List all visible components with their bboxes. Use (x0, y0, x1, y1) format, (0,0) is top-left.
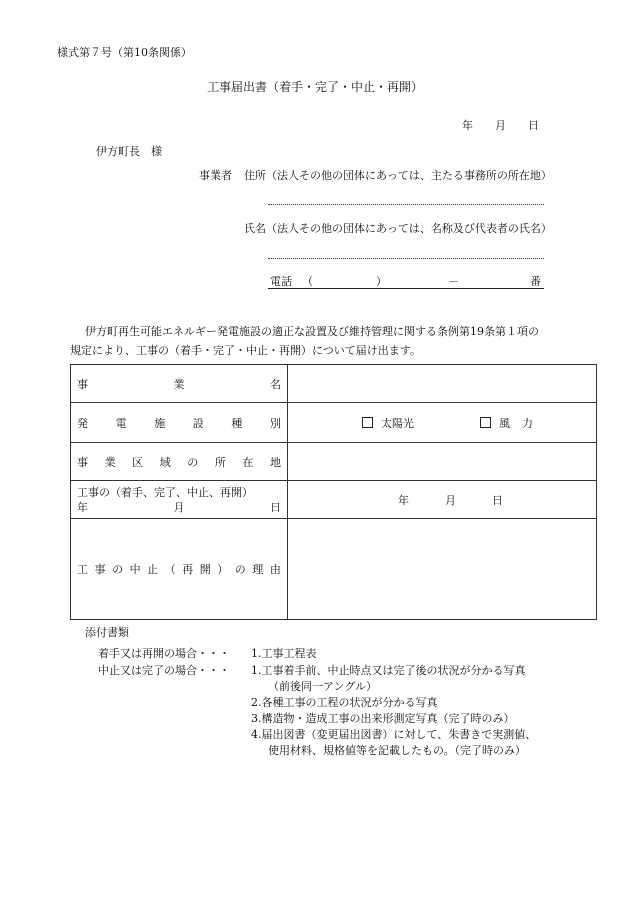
attachment-case-start: 着手又は再開の場合・・・ (98, 647, 230, 660)
row-suspension-reason (71, 519, 597, 620)
intro-line-1: 伊方町再生可能エネルギー発電施設の適正な設置及び維持管理に関する条例第19条第１項の (85, 325, 539, 338)
phone-underline (268, 288, 544, 289)
value-project-name[interactable] (288, 365, 597, 403)
value-facility-type (288, 403, 597, 443)
applicant-role: 事業者 (199, 169, 232, 182)
attachment-item-continued: 使用材料、規格値等を記載したもの。（完了時のみ） (268, 744, 527, 757)
label-project-name: 事 業 名 (71, 365, 288, 403)
option-wind[interactable]: 風 力 (480, 415, 533, 431)
recipient: 伊方町長 様 (96, 145, 162, 158)
attachment-case-complete: 中止又は完了の場合・・・ (98, 664, 230, 677)
intro-line-2: 規定により、工事の（着手・完了・中止・再開）について届け出ます。 (70, 344, 421, 357)
option-solar[interactable]: 太陽光 (362, 415, 414, 431)
phone-close: ） (376, 275, 387, 288)
attachment-item-continued: （前後同一アングル） (268, 680, 378, 693)
attachment-item: 4.届出図書（変更届出図書）に対して、朱書きで実測値、 (251, 728, 537, 741)
wind-checkbox[interactable] (480, 417, 491, 428)
solar-checkbox[interactable] (362, 417, 373, 428)
label-project-location: 事 業 区 域 の 所 在 地 (71, 443, 288, 481)
name-line (268, 258, 544, 259)
value-work-date[interactable]: 年 月 日 (288, 481, 597, 519)
value-project-location[interactable] (288, 443, 597, 481)
phone-open: （ (302, 275, 313, 288)
value-suspension-reason[interactable] (288, 519, 597, 620)
phone-dash: － (448, 275, 459, 288)
address-line (268, 204, 544, 205)
attachment-item: 2.各種工事の工程の状況が分かる写真 (251, 696, 438, 709)
attachment-item: 1.工事工程表 (251, 647, 317, 660)
phone-suffix: 番 (530, 275, 541, 288)
label-work-date: 工事の（着手、完了、中止、再開） 年 月 日 (71, 481, 288, 519)
row-project-location (71, 443, 597, 481)
attachments-heading: 添付書類 (85, 626, 129, 639)
date-day: 日 (528, 119, 539, 132)
row-facility-type (71, 403, 597, 443)
label-facility-type: 発 電 施 設 種 別 (71, 403, 288, 443)
form-id: 様式第７号（第10条関係） (57, 46, 192, 59)
name-label: 氏名（法人その他の団体にあっては、名称及び代表者の氏名） (244, 222, 552, 235)
form-table (70, 364, 597, 620)
row-work-date (71, 481, 597, 519)
phone-label: 電話 (270, 275, 292, 288)
attachment-item: 1.工事着手前、中止時点又は完了後の状況が分かる写真 (251, 664, 526, 677)
row-project-name (71, 365, 597, 403)
label-suspension-reason: 工 事 の 中 止 （ 再 開 ） の 理 由 (71, 519, 288, 620)
address-label: 住所（法人その他の団体にあっては、主たる事務所の所在地） (244, 169, 552, 182)
date-year: 年 (462, 119, 473, 132)
attachment-item: 3.構造物・造成工事の出来形測定写真（完了時のみ） (251, 712, 515, 725)
date-line (462, 117, 539, 133)
page-title: 工事届出書（着手・完了・中止・再開） (207, 80, 424, 94)
date-month: 月 (495, 119, 506, 132)
